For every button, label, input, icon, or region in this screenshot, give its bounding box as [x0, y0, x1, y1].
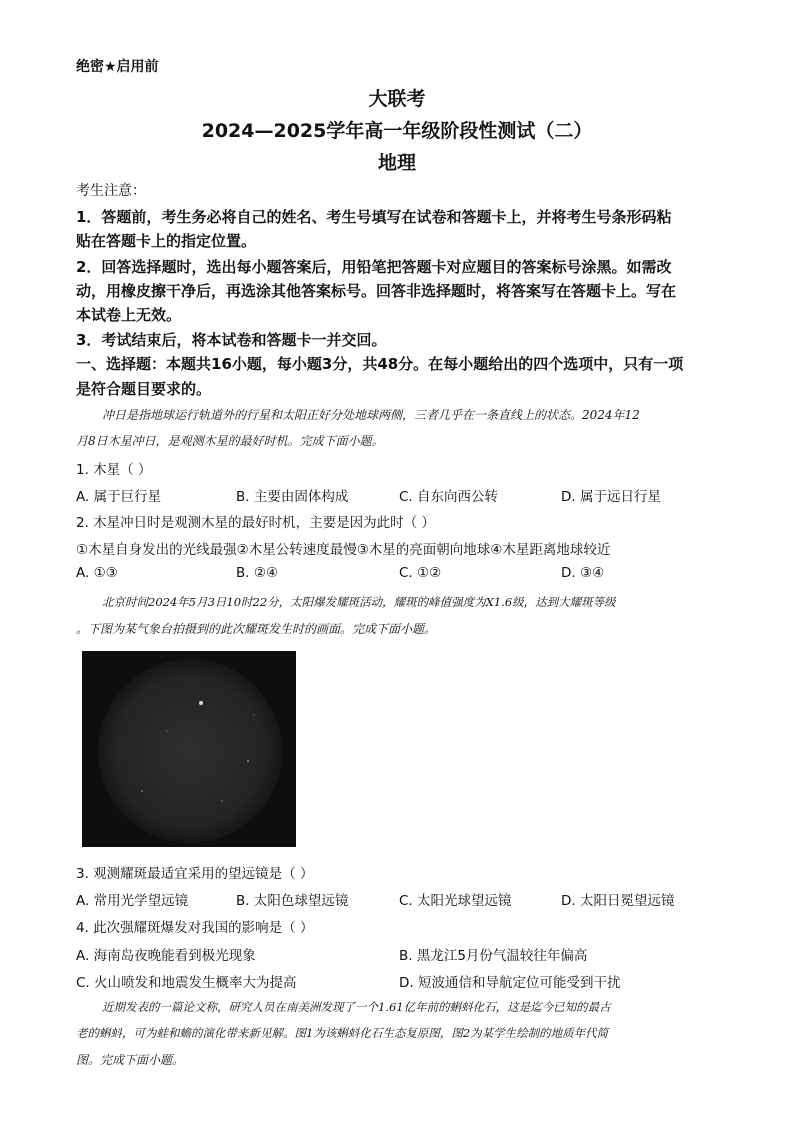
question-stem: 2. 木星冲日时是观测木星的最好时机，主要是因为此时（ ） — [76, 515, 435, 531]
subject-title: 地理 — [377, 152, 416, 174]
solar-disk-image — [82, 651, 296, 847]
option-b: B. 主要由固体构成 — [236, 489, 349, 505]
option-a: A. 海南岛夜晚能看到极光现象 — [76, 948, 256, 964]
notice-line: 贴在答题卡上的指定位置。 — [76, 232, 257, 250]
exam-name: 大联考 — [368, 88, 426, 110]
passage-line: 图。完成下面小题。 — [76, 1053, 185, 1067]
notice-line: 动，用橡皮擦干净后，再选涂其他答案标号。回答非选择题时，将答案写在答题卡上。写在 — [76, 282, 677, 300]
flare-spot — [199, 701, 203, 705]
option-b: B. 黑龙江5月份气温较往年偏高 — [399, 948, 588, 964]
passage-line: 近期发表的一篇论文称，研究人员在南美洲发现了一个1.61亿年前的蝌蚪化石，这是迄今已知的最古 — [102, 1000, 611, 1014]
notice-title: 考生注意： — [76, 183, 146, 199]
option-a: A. 属于巨行星 — [76, 489, 162, 505]
secret-label: 绝密★启用前 — [76, 59, 159, 75]
notice-line: 3．考试结束后，将本试卷和答题卡一并交回。 — [76, 331, 387, 349]
option-b: B. 太阳色球望远镜 — [236, 893, 349, 909]
passage-line: 北京时间2024年5月3日10时22分，太阳爆发耀斑活动，耀斑的峰值强度为X1.6级，达到大耀斑等级 — [102, 595, 616, 609]
option-a: A. 常用光学望远镜 — [76, 893, 189, 909]
exam-title: 2024—2025学年高一年级阶段性测试（二） — [201, 120, 593, 142]
option-c: C. 火山喷发和地震发生概率大为提高 — [76, 975, 297, 991]
option-d: D. 太阳日冕望远镜 — [561, 893, 675, 909]
option-d: D. ③④ — [561, 565, 605, 581]
option-a: A. ①③ — [76, 565, 118, 581]
passage-line: 老的蝌蚪，可为蛙和蟾的演化带来新见解。图1为该蝌蚪化石生态复原图，图2为某学生绘制的地质年代简 — [76, 1026, 609, 1040]
option-c: C. 自东向西公转 — [399, 489, 499, 505]
option-c: C. ①② — [399, 565, 442, 581]
passage-line: 月8日木星冲日，是观测木星的最好时机。完成下面小题。 — [76, 434, 384, 448]
question-stem: 4. 此次强耀斑爆发对我国的影响是（ ） — [76, 920, 314, 936]
question-stem: 3. 观测耀斑最适宜采用的望远镜是（ ） — [76, 866, 314, 882]
question-stem: 1. 木星（ ） — [76, 462, 152, 478]
solar-flare-photo — [82, 651, 296, 847]
section-heading: 是符合题目要求的。 — [76, 380, 212, 398]
passage-line: 。下图为某气象台拍摄到的此次耀斑发生时的画面。完成下面小题。 — [76, 622, 437, 636]
option-d: D. 属于远日行星 — [561, 489, 661, 505]
option-c: C. 太阳光球望远镜 — [399, 893, 512, 909]
option-d: D. 短波通信和导航定位可能受到干扰 — [399, 975, 621, 991]
statement-list: ①木星自身发出的光线最强②木星公转速度最慢③木星的亮面朝向地球④木星距离地球较近 — [76, 542, 611, 558]
notice-line: 本试卷上无效。 — [76, 306, 182, 324]
notice-line: 2．回答选择题时，选出每小题答案后，用铅笔把答题卡对应题目的答案标号涂黑。如需改 — [76, 258, 672, 276]
notice-line: 1．答题前，考生务必将自己的姓名、考生号填写在试卷和答题卡上，并将考生号条形码粘 — [76, 208, 672, 226]
passage-line: 冲日是指地球运行轨道外的行星和太阳正好分处地球两侧，三者几乎在一条直线上的状态。2024年12 — [102, 408, 640, 422]
option-b: B. ②④ — [236, 565, 279, 581]
section-heading: 一、选择题：本题共16小题，每小题3分，共48分。在每小题给出的四个选项中，只有一项 — [76, 355, 684, 373]
